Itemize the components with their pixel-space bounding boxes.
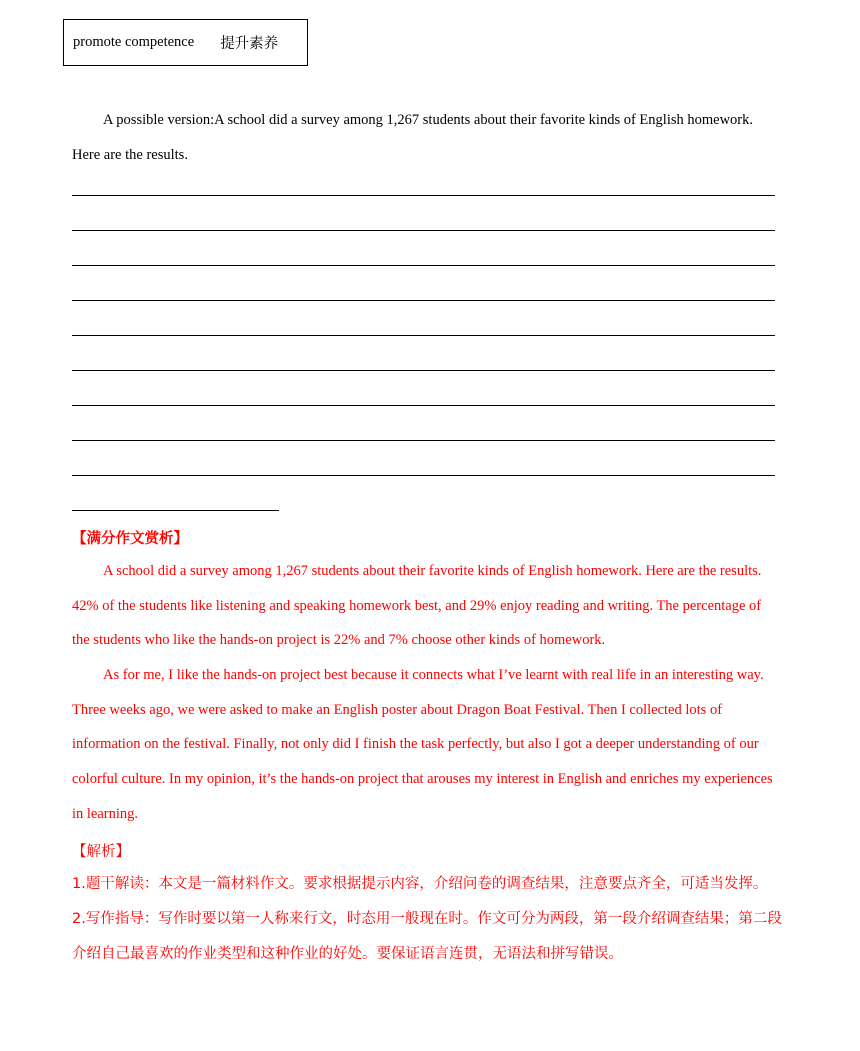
analysis-label: 【解析】 (72, 844, 130, 860)
writing-line (72, 265, 775, 266)
writing-line (72, 440, 775, 441)
writing-line (72, 405, 775, 406)
model-essay-heading: 【满分作文赏析】 (72, 531, 188, 547)
analysis-point-1: 1.题干解读：本文是一篇材料作文。要求根据提示内容，介绍问卷的调查结果，注意要点齐全，可适当发挥。 (72, 876, 768, 892)
writing-line (72, 300, 775, 301)
analysis-point-2: 2.写作指导：写作时要以第一人称来行文，时态用一般现在时。作文可分为两段，第一段介绍调查结果；第二段介绍自己最喜欢的作业类型和这种作业的好处。要保证语言连贯，无语法和拼写错误。 (72, 911, 782, 962)
model-essay-paragraph-1: A school did a survey among 1,267 students about their favorite kinds of English homework. Here are the results. 42% of the students like listening and speaking homework best, and 29% enjoy reading and writing. The percentage of the students who like the hands-on project is 22% and 7% choose other kinds of homework. (72, 563, 762, 649)
topic-tag-box (63, 19, 308, 66)
topic-tag-chinese: 提升素养 (220, 36, 279, 52)
model-essay-paragraph-2: As for me, I like the hands-on project best because it connects what I’ve learnt with real life in an interesting way. Three weeks ago, we were asked to make an English poster about Dragon Boat Festival. Then I collected lots of information on the festival. Finally, not only did I finish the task perfectly, but also I got a deeper understanding of our colorful culture. In my opinion, it’s the hands-on project that arouses my interest in English and enriches my experiences in learning. (72, 667, 773, 822)
topic-tag-english: promote competence (73, 34, 195, 50)
prompt-text: A possible version:A school did a survey among 1,267 students about their favorite kinds of English homework. Here are the results. (72, 112, 754, 163)
writing-line (72, 475, 775, 476)
writing-line (72, 230, 775, 231)
writing-line (72, 510, 279, 511)
writing-line (72, 335, 775, 336)
writing-line (72, 370, 775, 371)
writing-line (72, 195, 775, 196)
